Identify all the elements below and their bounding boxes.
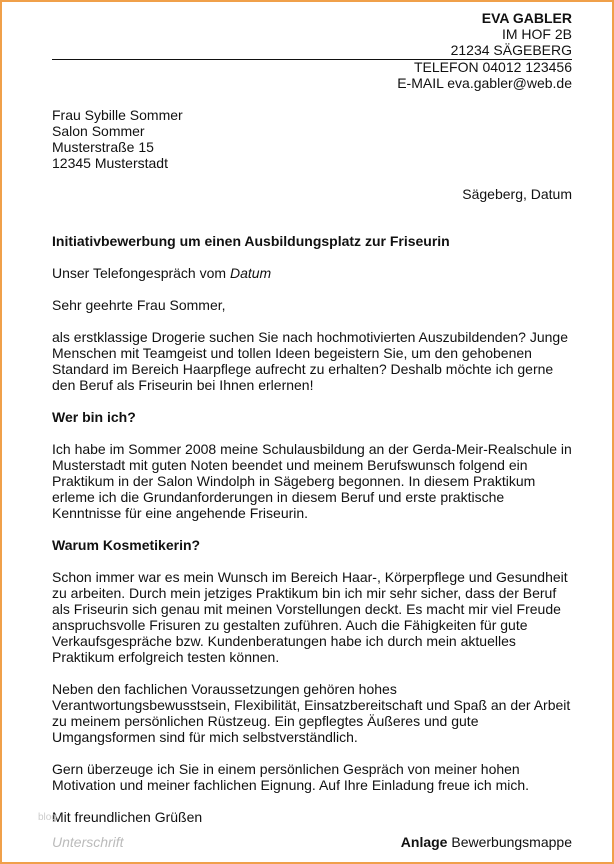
recipient-line-1: Frau Sybille Sommer <box>52 107 183 123</box>
sender-street: IM HOF 2B <box>501 26 572 42</box>
attachment-note <box>401 834 572 850</box>
recipient-line-2: Salon Sommer <box>52 123 145 139</box>
paragraph-qualities: Neben den fachlichen Voraussetzungen gehören hohes Verantwortungsbewusstsein, Flexibilität, Einsatzbereitschaft und Spaß an der Arbeit zu meinem persönlichen Rüstzeug. Ein gepflegtes Äußeres und gute Umgangsformen sind für mich selbstverständlich. <box>52 681 571 745</box>
attachment-label: Anlage <box>400 834 448 850</box>
heading-why: Warum Kosmetikerin? <box>52 537 201 553</box>
paragraph-closing: Gern überzeuge ich Sie in einem persönlichen Gespräch von meiner hohen Motivation und meiner fachlichen Eignung. Auf Ihre Einladung freue ich mich. <box>52 761 530 793</box>
reference-prefix: Unser Telefongespräch vom <box>52 265 230 281</box>
signature-placeholder: Unterschrift <box>52 834 124 850</box>
recipient-line-4: 12345 Musterstadt <box>52 155 168 171</box>
sender-phone: TELEFON 04012 123456 <box>414 59 572 75</box>
closing-greeting: Mit freundlichen Grüßen <box>52 809 203 825</box>
attachment-text: Bewerbungsmappe <box>447 834 572 850</box>
paragraph-background: Ich habe im Sommer 2008 meine Schulausbildung an der Gerda-Meir-Realschule in Musterstadt mit guten Noten beendet und meinem Berufswunsch folgend ein Praktikum in der Salon Windolph in Sägeberg begonnen. In diesem Praktikum erleme ich die Grundanforderungen in diesem Beruf und erste praktische Kenntnisse für eine angehende Friseurin. <box>52 441 572 521</box>
watermark: blog <box>38 812 57 823</box>
sender-contact <box>397 59 572 91</box>
salutation: Sehr geehrte Frau Sommer, <box>52 297 226 313</box>
sender-email: E-MAIL eva.gabler@web.de <box>397 75 572 91</box>
sender-city: 21234 SÄGEBERG <box>450 42 572 58</box>
reference-line <box>52 265 572 281</box>
paragraph-motivation: Schon immer war es mein Wunsch im Bereich Haar-, Körperpflege und Gesundheit zu arbeiten. Durch mein jetziges Praktikum bin ich mir sehr sicher, dass der Beruf als Friseurin sich genau mit meinen Vorstellungen deckt. Es macht mir viel Freude anspruchsvolle Frisuren zu gestalten zuführen. Auch die Fähigkeiten für gute Verkaufsgespräche bzw. Kundenberatungen habe ich durch mein aktuelles Praktikum erfolgreich testen können. <box>52 569 568 665</box>
letter-body <box>52 233 572 841</box>
sender-name: EVA GABLER <box>481 10 572 26</box>
place-date: Sägeberg, Datum <box>462 186 572 202</box>
sender-block <box>451 10 572 58</box>
recipient-line-3: Musterstraße 15 <box>52 139 154 155</box>
heading-who-am-i: Wer bin ich? <box>52 409 136 425</box>
recipient-address <box>52 107 183 171</box>
reference-date: Datum <box>229 265 272 281</box>
paragraph-intro: als erstklassige Drogerie suchen Sie nach hochmotivierten Auszubildenden? Junge Menschen mit Teamgeist und tollen Ideen begeistern Sie, um den gehobenen Standard im Bereich Haarpflege aufrecht zu erhalten? Deshalb möchte ich gerne den Beruf als Friseurin bei Ihnen erlernen! <box>52 329 568 393</box>
subject-line: Initiativbewerbung um einen Ausbildungsplatz zur Friseurin <box>52 233 450 249</box>
